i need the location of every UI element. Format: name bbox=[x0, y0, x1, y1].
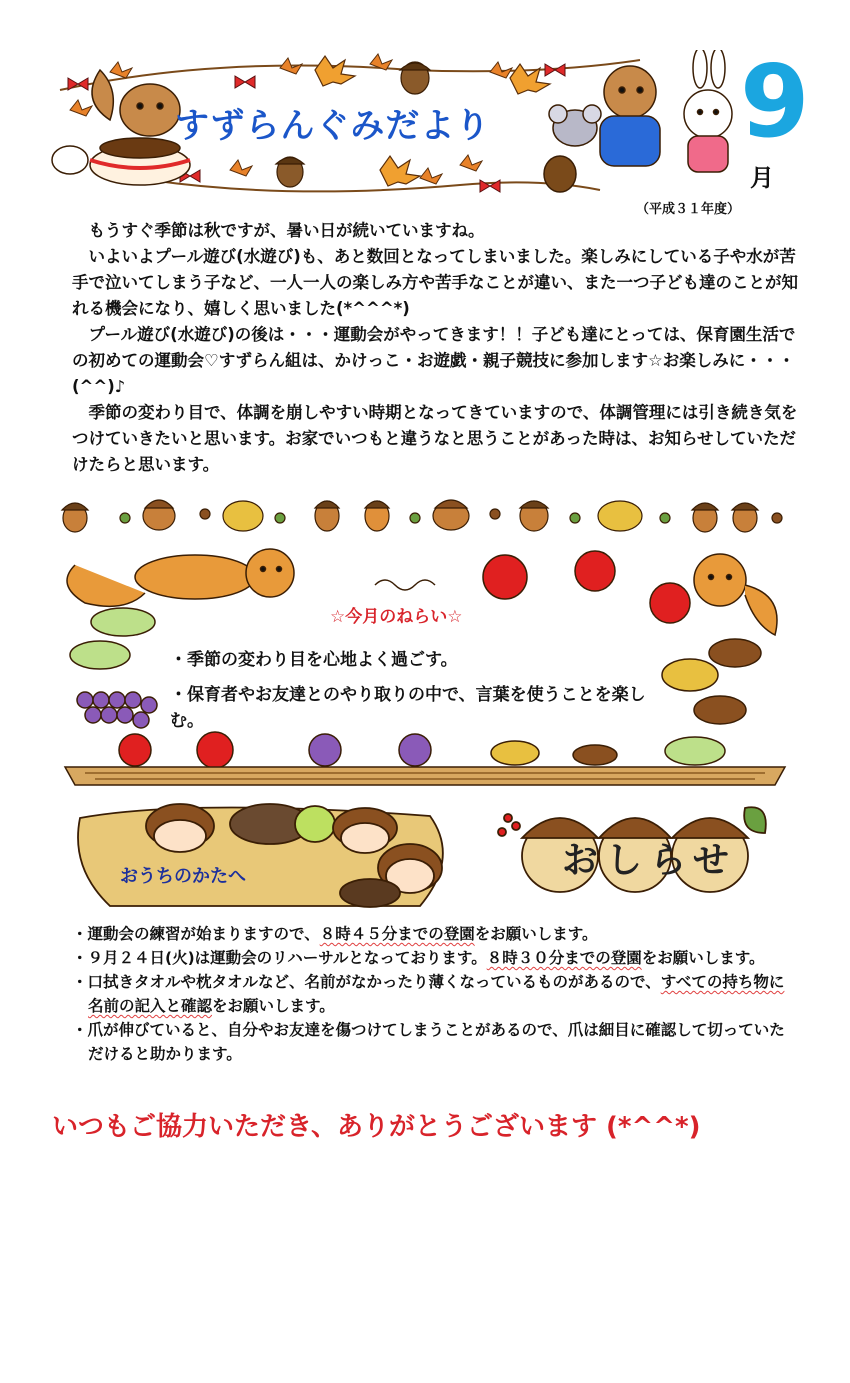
notice-item: ・爪が伸びていると、自分やお友達を傷つけてしまうことがあるので、爪は細目に確認して切っていただけると助かります。 bbox=[72, 1021, 785, 1063]
goal-item: ・季節の変わり目を心地よく過ごす。 bbox=[170, 650, 458, 670]
intro-section bbox=[72, 218, 807, 478]
intro-paragraph: いよいよプール遊び(水遊び)も、あと数回となってしまいました。楽しみにしている子や水が苦手で泣いてしまう子など、一人一人の楽しみ方や苦手なことが違い、また一つ子ども達のことが知れる機会になり、嬉しく思いました(*^^^*) bbox=[72, 247, 798, 318]
month-number: 9 bbox=[740, 43, 810, 160]
notice-text: ・９月２４日(火)は運動会のリハーサルとなっております。 bbox=[72, 949, 487, 967]
month-kanji: 月 bbox=[750, 164, 774, 192]
newsletter-title: すずらんぐみだより bbox=[175, 106, 491, 146]
notice-list bbox=[72, 922, 792, 1066]
notice-text: ・運動会の練習が始まりますので、 bbox=[72, 925, 320, 943]
notice-text: ・口拭きタオルや枕タオルなど、名前がなかったり薄くなっているものがあるので、 bbox=[72, 973, 661, 991]
notice-emphasis: ８時４５分までの登園 bbox=[319, 925, 475, 943]
notice-item bbox=[72, 922, 792, 946]
notice-text: をお願いします。 bbox=[212, 997, 335, 1015]
goal-item: ・保育者やお友達とのやり取りの中で、言葉を使うことを楽しむ。 bbox=[170, 685, 646, 731]
intro-paragraph: プール遊び(水遊び)の後は・・・運動会がやってきます！！子ども達にとっては、保育園生活での初めての運動会♡すずらん組は、かけっこ・お遊戯・親子競技に参加します☆お楽しみに・・・(^^)♪ bbox=[72, 325, 796, 396]
intro-paragraph: 季節の変わり目で、体調を崩しやすい時期となってきていますので、体調管理には引き続き気をつけていきたいと思います。お家でいつもと違うなと思うことがあった時は、お知らせしていただけたらと思います。 bbox=[72, 403, 798, 474]
fiscal-year: （平成３１年度） bbox=[636, 202, 741, 217]
acorn-border bbox=[55, 492, 795, 534]
home-heading: おうちのかたへ bbox=[120, 866, 246, 887]
notice-emphasis: ８時３０分までの登園 bbox=[486, 949, 642, 967]
goals-heading: ☆今月のねらい☆ bbox=[330, 607, 463, 627]
notice-item bbox=[72, 946, 792, 970]
intro-paragraph: もうすぐ季節は秋ですが、暑い日が続いていますね。 bbox=[88, 221, 485, 240]
notice-text: をお願いします。 bbox=[641, 949, 765, 967]
thanks-message: いつもご協力いただき、ありがとうございます (*^^*) bbox=[52, 1112, 701, 1142]
notice-heading: おしらせ bbox=[562, 840, 737, 881]
notice-emphasis: すべての持ち物に名前の記入と確認 bbox=[88, 973, 785, 1015]
notice-item bbox=[72, 970, 792, 1018]
notice-text: をお願いします。 bbox=[474, 925, 598, 943]
